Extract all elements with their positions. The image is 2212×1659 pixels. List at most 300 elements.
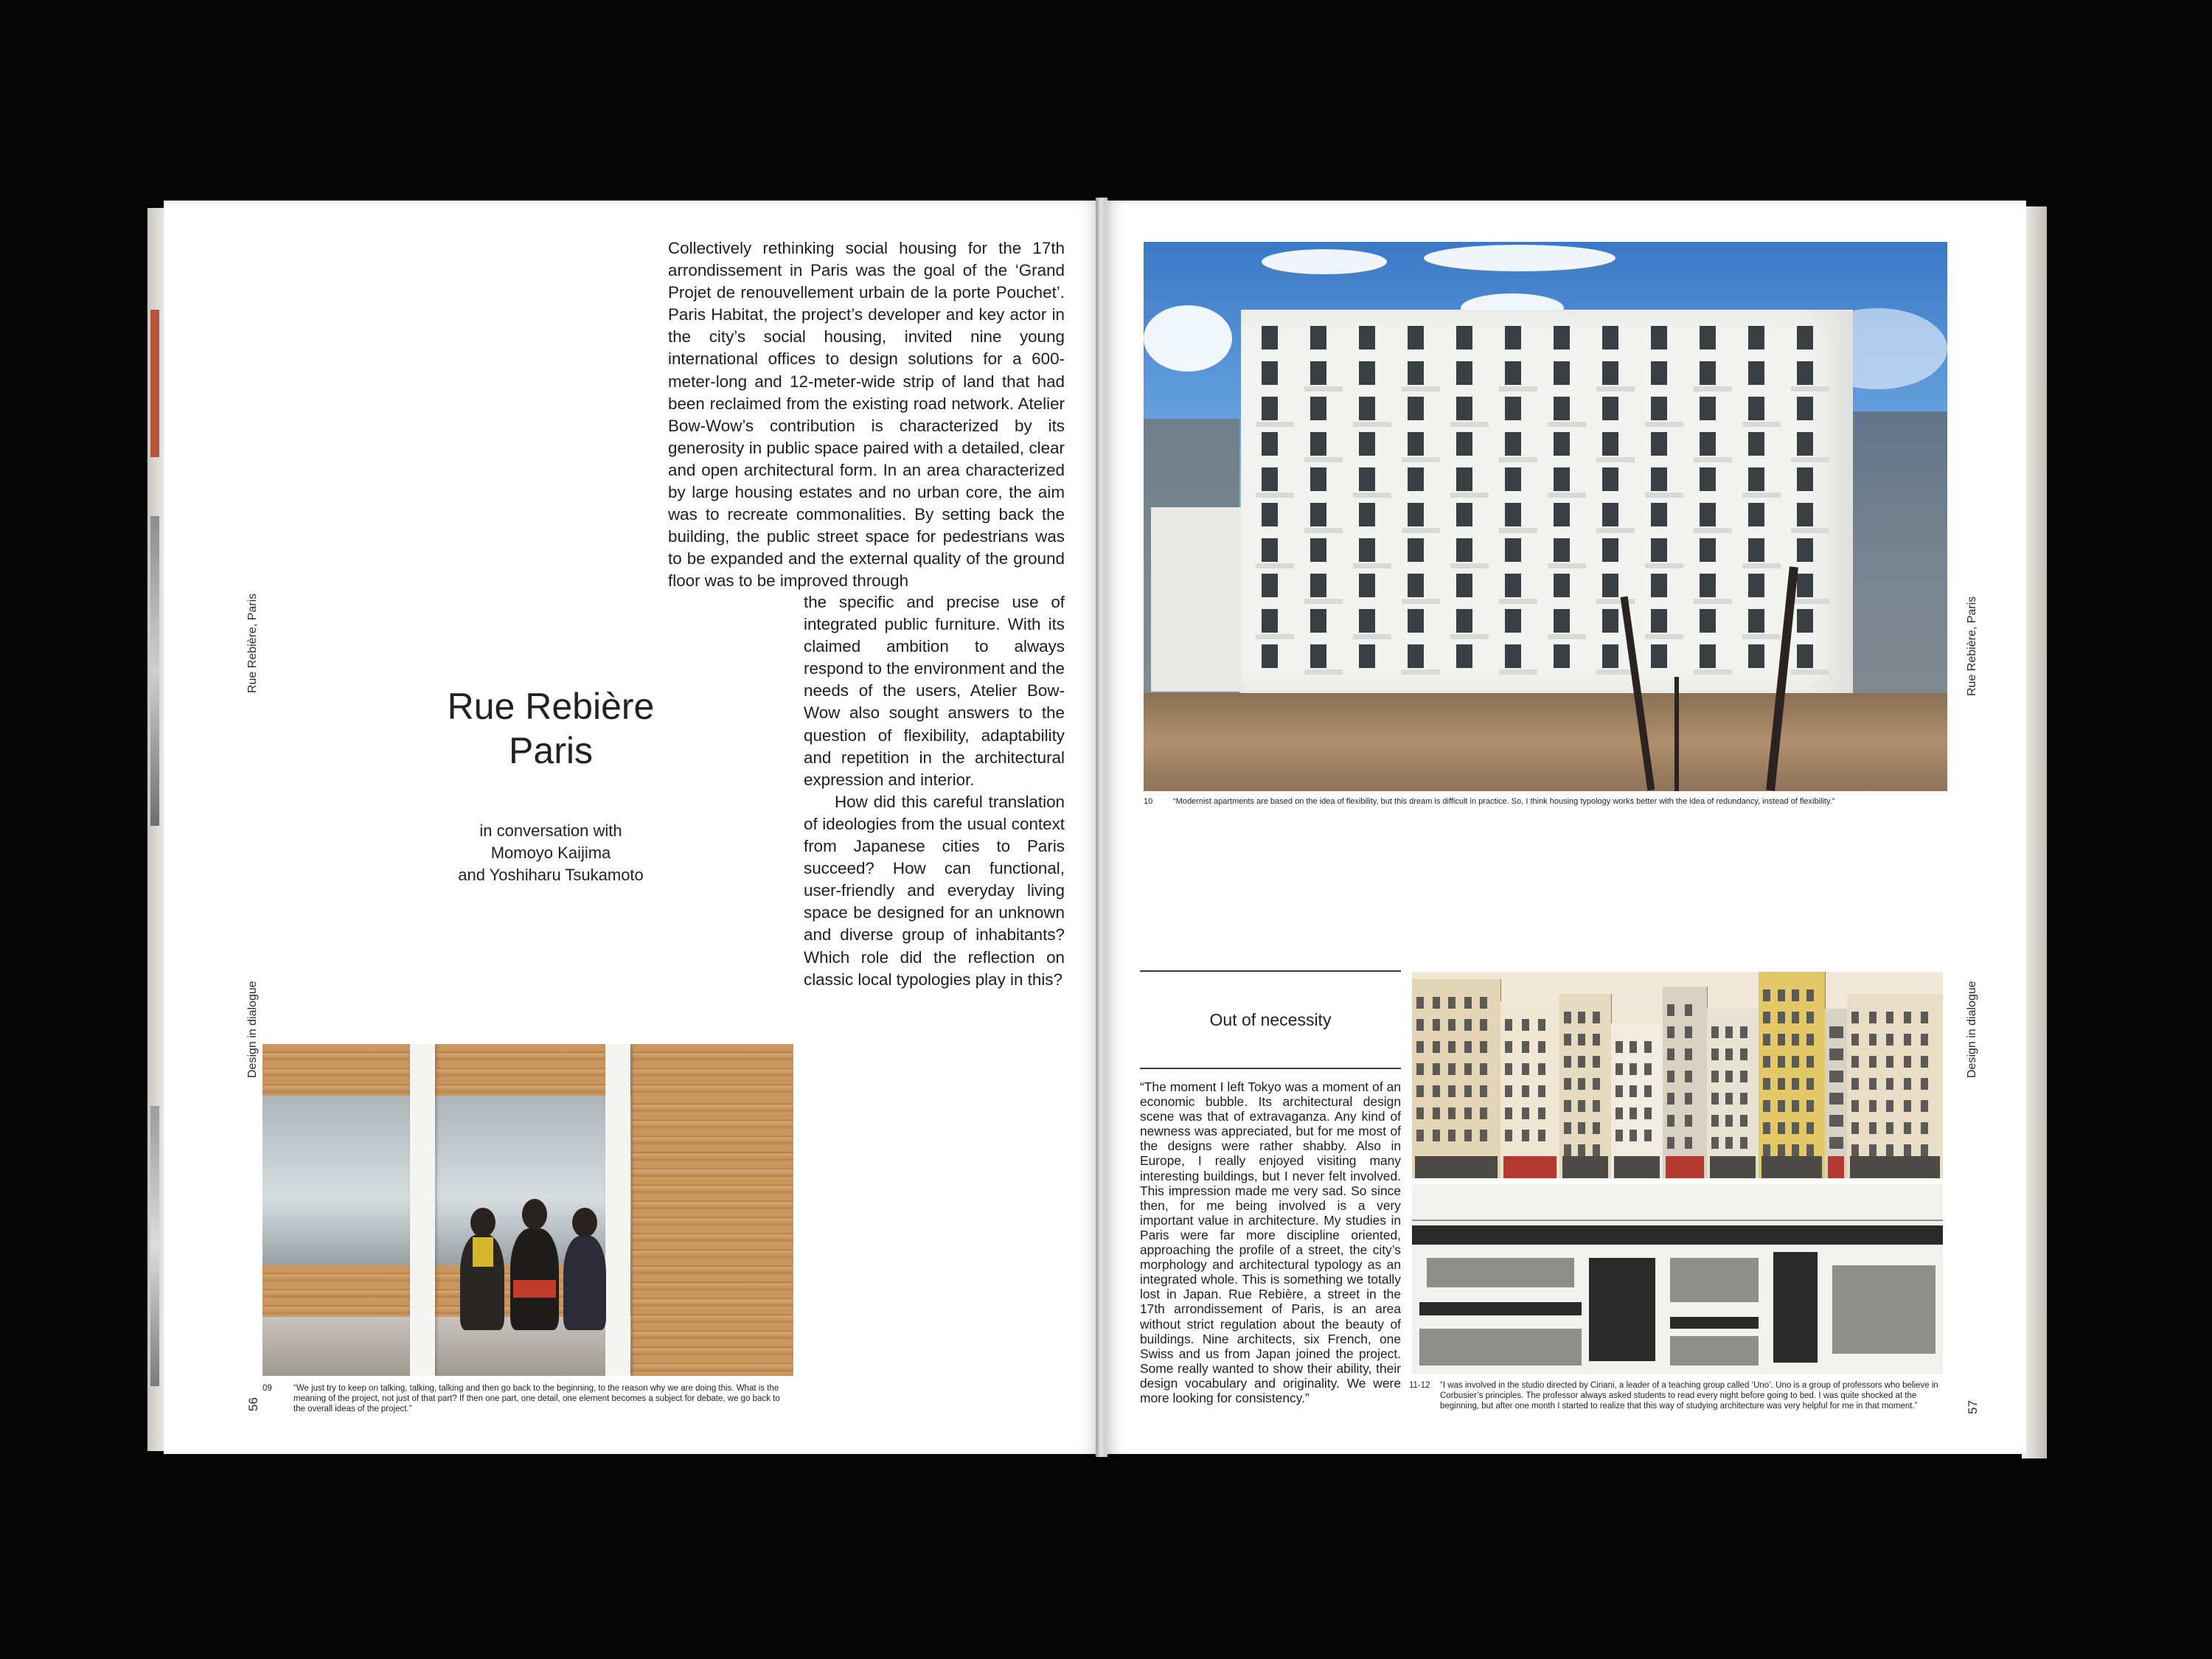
facade-window: [1778, 1078, 1785, 1090]
building-balcony: [1304, 386, 1343, 392]
facade-window: [1778, 1012, 1785, 1023]
facade-window: [1778, 1122, 1785, 1134]
building-window: [1700, 361, 1716, 385]
building-balcony: [1694, 669, 1732, 675]
building-balcony: [1645, 422, 1683, 427]
building-balcony: [1791, 457, 1829, 462]
facade-window: [1792, 1034, 1799, 1046]
building-balcony: [1548, 634, 1586, 639]
yellow-scarf: [473, 1237, 493, 1267]
building-window: [1602, 432, 1618, 456]
facade-window: [1433, 1130, 1440, 1141]
photo-rue-rebiere-building: [1144, 242, 1947, 791]
facade-window: [1685, 1071, 1692, 1082]
building-window: [1456, 361, 1472, 385]
building-window: [1748, 397, 1764, 420]
building-window: [1310, 644, 1326, 668]
building-balcony: [1450, 493, 1489, 498]
facade-window: [1480, 1107, 1487, 1119]
building-window: [1748, 503, 1764, 526]
building-window: [1262, 538, 1278, 562]
facade-window: [1904, 1034, 1911, 1046]
facade-window: [1448, 1130, 1455, 1141]
right-section-label: Design in dialogue: [1966, 981, 1978, 1078]
facade-window: [1416, 997, 1424, 1009]
facade-window: [1505, 1107, 1512, 1119]
building-window: [1408, 361, 1424, 385]
cloud-2: [1424, 245, 1615, 271]
facade-window: [1778, 1144, 1785, 1156]
facade-window: [1522, 1085, 1529, 1097]
right-page-number: 57: [1966, 1400, 1980, 1414]
building-window: [1262, 503, 1278, 526]
building-window: [1554, 538, 1570, 562]
facade-window: [1538, 1130, 1545, 1141]
facade-window: [1806, 990, 1814, 1001]
caption-10-text: “Modernist apartments are based on the idea of flexibility, but this dream is difficult in practice. So, I think housing typology works better with the idea of redundancy, instead of flexibility.”: [1173, 797, 1835, 806]
building-window: [1262, 609, 1278, 633]
building-window: [1797, 538, 1813, 562]
facade-window: [1578, 1122, 1585, 1134]
facade-window: [1904, 1056, 1911, 1068]
trees-right-silhouette: [1851, 411, 1947, 699]
building-window: [1262, 432, 1278, 456]
facade-window: [1667, 1071, 1674, 1082]
facade-window: [1480, 997, 1487, 1009]
facade-window: [1725, 1137, 1733, 1149]
building-window: [1651, 432, 1667, 456]
building-window: [1748, 432, 1764, 456]
building-window: [1748, 609, 1764, 633]
facade-window: [1578, 1144, 1585, 1156]
building-window: [1700, 397, 1716, 420]
facade-shopfront: [1415, 1156, 1498, 1178]
facade-window: [1711, 1115, 1719, 1127]
facade-window: [1480, 1063, 1487, 1075]
facade-window: [1448, 1085, 1455, 1097]
facade-window: [1615, 1085, 1623, 1097]
building-balcony: [1548, 422, 1586, 427]
person-1-head: [470, 1208, 495, 1237]
facade-window: [1505, 1063, 1512, 1075]
facade-window: [1740, 1137, 1747, 1149]
facade-window: [1886, 1034, 1893, 1046]
facade-window: [1763, 1056, 1770, 1068]
facade-window: [1644, 1107, 1652, 1119]
facade-window: [1464, 1107, 1472, 1119]
building-window: [1554, 503, 1570, 526]
facade-window: [1763, 990, 1770, 1001]
facade-shopfront: [1503, 1156, 1557, 1178]
pillar-right: [605, 1044, 630, 1376]
interview-text: “The moment I left Tokyo was a moment of an economic bubble. Its architectural design scene was that of extravaganza. Any kind of newness was appreciated, but for me most of the designs were rather shabby. Also in Europe, I really enjoyed visiting many interesting buildings, but I never felt involved. This impression made me very sad. So since then, for me being involved is a very important value in architecture. My studies in Paris were far more discipline oriented, approaching the profile of a street, the city’s morphology and architectural typology as an integrated whole. This is something we totally lost in Japan. Rue Rebière, a street in the 17th arrondissement of Paris, is an area without strict regulation about the beauty of buildings. Nine architects, six French, one Swiss and us from Japan joined the project. Some really wanted to show their ability, their design vocabulary and originality. We were more looking for consistency.”: [1140, 1079, 1401, 1405]
facade-window: [1725, 1093, 1733, 1105]
facade-window: [1836, 1026, 1843, 1038]
facade-window: [1480, 1041, 1487, 1053]
facade-window: [1522, 1063, 1529, 1075]
facade-window: [1448, 1063, 1455, 1075]
building-window: [1456, 467, 1472, 491]
building-window: [1262, 644, 1278, 668]
facade-shopfront: [1562, 1156, 1608, 1178]
facade-building: [1847, 994, 1943, 1178]
facade-window: [1615, 1041, 1623, 1053]
building-window: [1748, 326, 1764, 349]
building-window: [1651, 644, 1667, 668]
facade-window: [1667, 1004, 1674, 1016]
building-balcony: [1353, 634, 1391, 639]
facade-shopfront: [1761, 1156, 1822, 1178]
facade-window: [1711, 1026, 1719, 1038]
facade-window: [1564, 1056, 1571, 1068]
facade-window: [1564, 1078, 1571, 1090]
building-window: [1505, 432, 1521, 456]
building-window: [1262, 467, 1278, 491]
elevation-element: [1670, 1258, 1759, 1302]
facade-window: [1886, 1100, 1893, 1112]
elevation-element: [1412, 1225, 1943, 1245]
building-balcony: [1548, 493, 1586, 498]
facade-window: [1904, 1078, 1911, 1090]
building-window: [1554, 644, 1570, 668]
facade-window: [1578, 1078, 1585, 1090]
caption-11-12-text: “I was involved in the studio directed by Ciriani, a leader of a teaching group called ‘Uno’. Uno is a group of professors who believe in Corbusier’s principles. The professor always asked students to read every night before going to bed. I was quite shocked at the beginning, but after one month I started to realize that this way of studying architecture was very helpful for me in that moment.”: [1440, 1381, 1938, 1411]
building-balcony: [1645, 634, 1683, 639]
facade-window: [1886, 1056, 1893, 1068]
facade-window: [1593, 1012, 1600, 1023]
facade-window: [1869, 1012, 1877, 1023]
building-balcony: [1645, 563, 1683, 568]
caption-09-number: 09: [262, 1384, 272, 1393]
facade-window: [1578, 1012, 1585, 1023]
building-window: [1505, 609, 1521, 633]
facade-window: [1792, 1122, 1799, 1134]
building-window: [1408, 503, 1424, 526]
building-window: [1797, 609, 1813, 633]
cloud-3: [1144, 305, 1232, 372]
facade-window: [1615, 1107, 1623, 1119]
building-window: [1456, 503, 1472, 526]
building-balcony: [1256, 422, 1294, 427]
facade-window: [1593, 1056, 1600, 1068]
building-window: [1651, 397, 1667, 420]
building-window: [1359, 432, 1375, 456]
facade-window: [1886, 1122, 1893, 1134]
facade-window: [1593, 1078, 1600, 1090]
facade-window: [1792, 1056, 1799, 1068]
building-window: [1262, 397, 1278, 420]
facade-shopfront: [1710, 1156, 1756, 1178]
facade-window: [1685, 1004, 1692, 1016]
person-right: [563, 1236, 606, 1330]
facade-window: [1593, 1034, 1600, 1046]
building-window: [1359, 574, 1375, 597]
building-window: [1554, 574, 1570, 597]
facade-window: [1904, 1100, 1911, 1112]
building-window: [1651, 574, 1667, 597]
facade-window: [1433, 1063, 1440, 1075]
building-window: [1602, 644, 1618, 668]
facade-window: [1740, 1071, 1747, 1082]
cloud-1: [1262, 249, 1387, 274]
building-window: [1700, 503, 1716, 526]
building-window: [1602, 361, 1618, 385]
facade-window: [1644, 1085, 1652, 1097]
facade-window: [1615, 1130, 1623, 1141]
facade-window: [1763, 1012, 1770, 1023]
left-page: [164, 201, 1099, 1454]
building-window: [1700, 609, 1716, 633]
facade-window: [1778, 1034, 1785, 1046]
facade-window: [1564, 1144, 1571, 1156]
building-balcony: [1694, 599, 1732, 604]
facade-window: [1725, 1026, 1733, 1038]
facade-window: [1433, 997, 1440, 1009]
facade-window: [1711, 1071, 1719, 1082]
building-balcony: [1596, 599, 1635, 604]
facade-window: [1869, 1056, 1877, 1068]
facade-shopfront: [1850, 1156, 1940, 1178]
building-window: [1700, 538, 1716, 562]
facade-window: [1725, 1115, 1733, 1127]
elevation-element: [1670, 1336, 1759, 1366]
building-balcony: [1353, 422, 1391, 427]
building-window: [1505, 503, 1521, 526]
building-balcony: [1304, 457, 1343, 462]
article-subtitle: [444, 820, 658, 886]
facade-window: [1792, 1144, 1799, 1156]
facade-window: [1564, 1100, 1571, 1112]
facade-window: [1792, 990, 1799, 1001]
building-window: [1797, 503, 1813, 526]
facade-window: [1578, 1056, 1585, 1068]
building-balcony: [1304, 599, 1343, 604]
facade-window: [1711, 1048, 1719, 1060]
photo-architects-on-bench: [262, 1044, 793, 1376]
facade-window: [1630, 1063, 1637, 1075]
facade-window: [1448, 1107, 1455, 1119]
caption-11-12: [1409, 1380, 1947, 1425]
facade-window: [1806, 1144, 1814, 1156]
facade-window: [1921, 1078, 1928, 1090]
facade-window: [1851, 1144, 1859, 1156]
pillar-left: [410, 1044, 435, 1376]
elevation-element: [1832, 1265, 1935, 1354]
facade-window: [1416, 1041, 1424, 1053]
building-window: [1554, 467, 1570, 491]
building-balcony: [1742, 563, 1781, 568]
building-balcony: [1256, 563, 1294, 568]
building-balcony: [1353, 563, 1391, 568]
facade-window: [1630, 1107, 1637, 1119]
facade-window: [1578, 1034, 1585, 1046]
building-window: [1456, 397, 1472, 420]
facade-window: [1869, 1078, 1877, 1090]
building-window: [1310, 609, 1326, 633]
drawing-building-elevation: [1412, 1184, 1943, 1374]
building-window: [1651, 467, 1667, 491]
building-window: [1797, 467, 1813, 491]
building-window: [1262, 574, 1278, 597]
facade-window: [1538, 1063, 1545, 1075]
facade-window: [1464, 1019, 1472, 1031]
building-window: [1505, 326, 1521, 349]
caption-10-number: 10: [1144, 797, 1153, 806]
facade-window: [1522, 1130, 1529, 1141]
building-balcony: [1256, 493, 1294, 498]
facade-window: [1464, 1130, 1472, 1141]
building-window: [1797, 326, 1813, 349]
facade-window: [1904, 1144, 1911, 1156]
facade-window: [1505, 1130, 1512, 1141]
building-window: [1408, 538, 1424, 562]
elevation-element: [1427, 1258, 1574, 1287]
facade-window: [1564, 1034, 1571, 1046]
facade-window: [1711, 1093, 1719, 1105]
wood-ceiling: [262, 1044, 793, 1096]
red-bag: [513, 1280, 556, 1298]
facade-window: [1644, 1041, 1652, 1053]
facade-window: [1869, 1122, 1877, 1134]
facade-window: [1564, 1012, 1571, 1023]
building-balcony: [1791, 528, 1829, 533]
facade-window: [1416, 1019, 1424, 1031]
section-rule-top: [1140, 970, 1401, 972]
building-balcony: [1694, 457, 1732, 462]
facade-window: [1806, 1034, 1814, 1046]
building-window: [1310, 503, 1326, 526]
facade-window: [1806, 1056, 1814, 1068]
building-window: [1651, 326, 1667, 349]
wood-wall-right: [631, 1096, 793, 1376]
building-balcony: [1402, 669, 1440, 675]
building-window: [1456, 574, 1472, 597]
facade-window: [1869, 1100, 1877, 1112]
facade-window: [1630, 1130, 1637, 1141]
building-window: [1310, 326, 1326, 349]
facade-window: [1448, 1019, 1455, 1031]
building-balcony: [1499, 528, 1537, 533]
building-window: [1797, 397, 1813, 420]
facade-window: [1763, 1100, 1770, 1112]
facade-window: [1538, 1041, 1545, 1053]
facade-window: [1464, 1085, 1472, 1097]
building-window: [1651, 609, 1667, 633]
caption-09: [262, 1383, 793, 1427]
facade-window: [1778, 1100, 1785, 1112]
building-balcony: [1596, 386, 1635, 392]
facade-window: [1480, 1019, 1487, 1031]
building-window: [1797, 361, 1813, 385]
building-window: [1748, 538, 1764, 562]
building-window: [1456, 644, 1472, 668]
building-balcony: [1402, 457, 1440, 462]
building-window: [1310, 574, 1326, 597]
building-balcony: [1694, 528, 1732, 533]
title-line-1: Rue Rebière: [447, 686, 655, 727]
building-window: [1359, 503, 1375, 526]
building-window: [1700, 467, 1716, 491]
intro-paragraph-1: Collectively rethinking social housing for the 17th arrondissement in Paris was the goal of the ‘Grand Projet de renouvellement urbain de la porte Pouchet’. Paris Habitat, the project’s developer and key actor in the city’s social housing, invited nine young international offices to design solutions for a 600-meter-long and 12-meter-wide strip of land that had been reclaimed from the existing road network. Atelier Bow-Wow’s contribution is characterized by its generosity in public space paired with a detailed, clear and open architectural form. In an area characterized by large housing estates and no urban core, the aim was to recreate commonalities. By setting back the building, the public street space for pedestrians was to be expanded and the external quality of the ground floor was to be improved through: [668, 239, 1065, 591]
building-balcony: [1596, 669, 1635, 675]
facade-window: [1851, 1012, 1859, 1023]
facade-window: [1667, 1137, 1674, 1149]
person-2-head: [522, 1199, 547, 1230]
section-rule-bottom: [1140, 1068, 1401, 1069]
facade-window: [1725, 1071, 1733, 1082]
facade-window: [1921, 1144, 1928, 1156]
left-page-number: 56: [246, 1397, 260, 1411]
facade-window: [1792, 1012, 1799, 1023]
building-balcony: [1402, 599, 1440, 604]
facade-window: [1522, 1041, 1529, 1053]
building-window: [1408, 644, 1424, 668]
building-window: [1310, 397, 1326, 420]
building-balcony: [1450, 634, 1489, 639]
building-window: [1748, 574, 1764, 597]
building-window: [1602, 609, 1618, 633]
facade-window: [1464, 1041, 1472, 1053]
elevation-element: [1670, 1317, 1759, 1329]
facade-window: [1448, 1041, 1455, 1053]
building-window: [1554, 397, 1570, 420]
facade-window: [1416, 1063, 1424, 1075]
building-window: [1310, 361, 1326, 385]
building-window: [1359, 467, 1375, 491]
building-window: [1505, 644, 1521, 668]
facade-window: [1740, 1093, 1747, 1105]
intro-paragraph-narrow: [804, 591, 1065, 991]
building-balcony: [1304, 669, 1343, 675]
facade-window: [1921, 1034, 1928, 1046]
building-facade: [1241, 310, 1853, 693]
facade-window: [1792, 1078, 1799, 1090]
building-window: [1408, 574, 1424, 597]
facade-window: [1778, 1056, 1785, 1068]
facade-window: [1763, 1122, 1770, 1134]
building-window: [1359, 326, 1375, 349]
building-window: [1456, 432, 1472, 456]
facade-window: [1593, 1100, 1600, 1112]
facade-window: [1921, 1012, 1928, 1023]
facade-window: [1464, 997, 1472, 1009]
building-window: [1310, 432, 1326, 456]
right-page: [1105, 201, 2026, 1454]
facade-window: [1433, 1019, 1440, 1031]
facade-window: [1921, 1122, 1928, 1134]
building-window: [1700, 574, 1716, 597]
building-balcony: [1791, 386, 1829, 392]
facade-window: [1564, 1122, 1571, 1134]
facade-window: [1522, 1019, 1529, 1031]
facade-window: [1433, 1107, 1440, 1119]
facade-window: [1851, 1100, 1859, 1112]
facade-window: [1685, 1048, 1692, 1060]
building-window: [1359, 609, 1375, 633]
facade-window: [1464, 1063, 1472, 1075]
left-edge-color-strip: [150, 310, 159, 457]
building-balcony: [1499, 669, 1537, 675]
facade-window: [1806, 1078, 1814, 1090]
facade-window: [1778, 990, 1785, 1001]
facade-window: [1806, 1012, 1814, 1023]
building-window: [1408, 432, 1424, 456]
building-window: [1359, 538, 1375, 562]
building-window: [1748, 361, 1764, 385]
building-window: [1651, 361, 1667, 385]
building-window: [1700, 644, 1716, 668]
building-window: [1408, 397, 1424, 420]
